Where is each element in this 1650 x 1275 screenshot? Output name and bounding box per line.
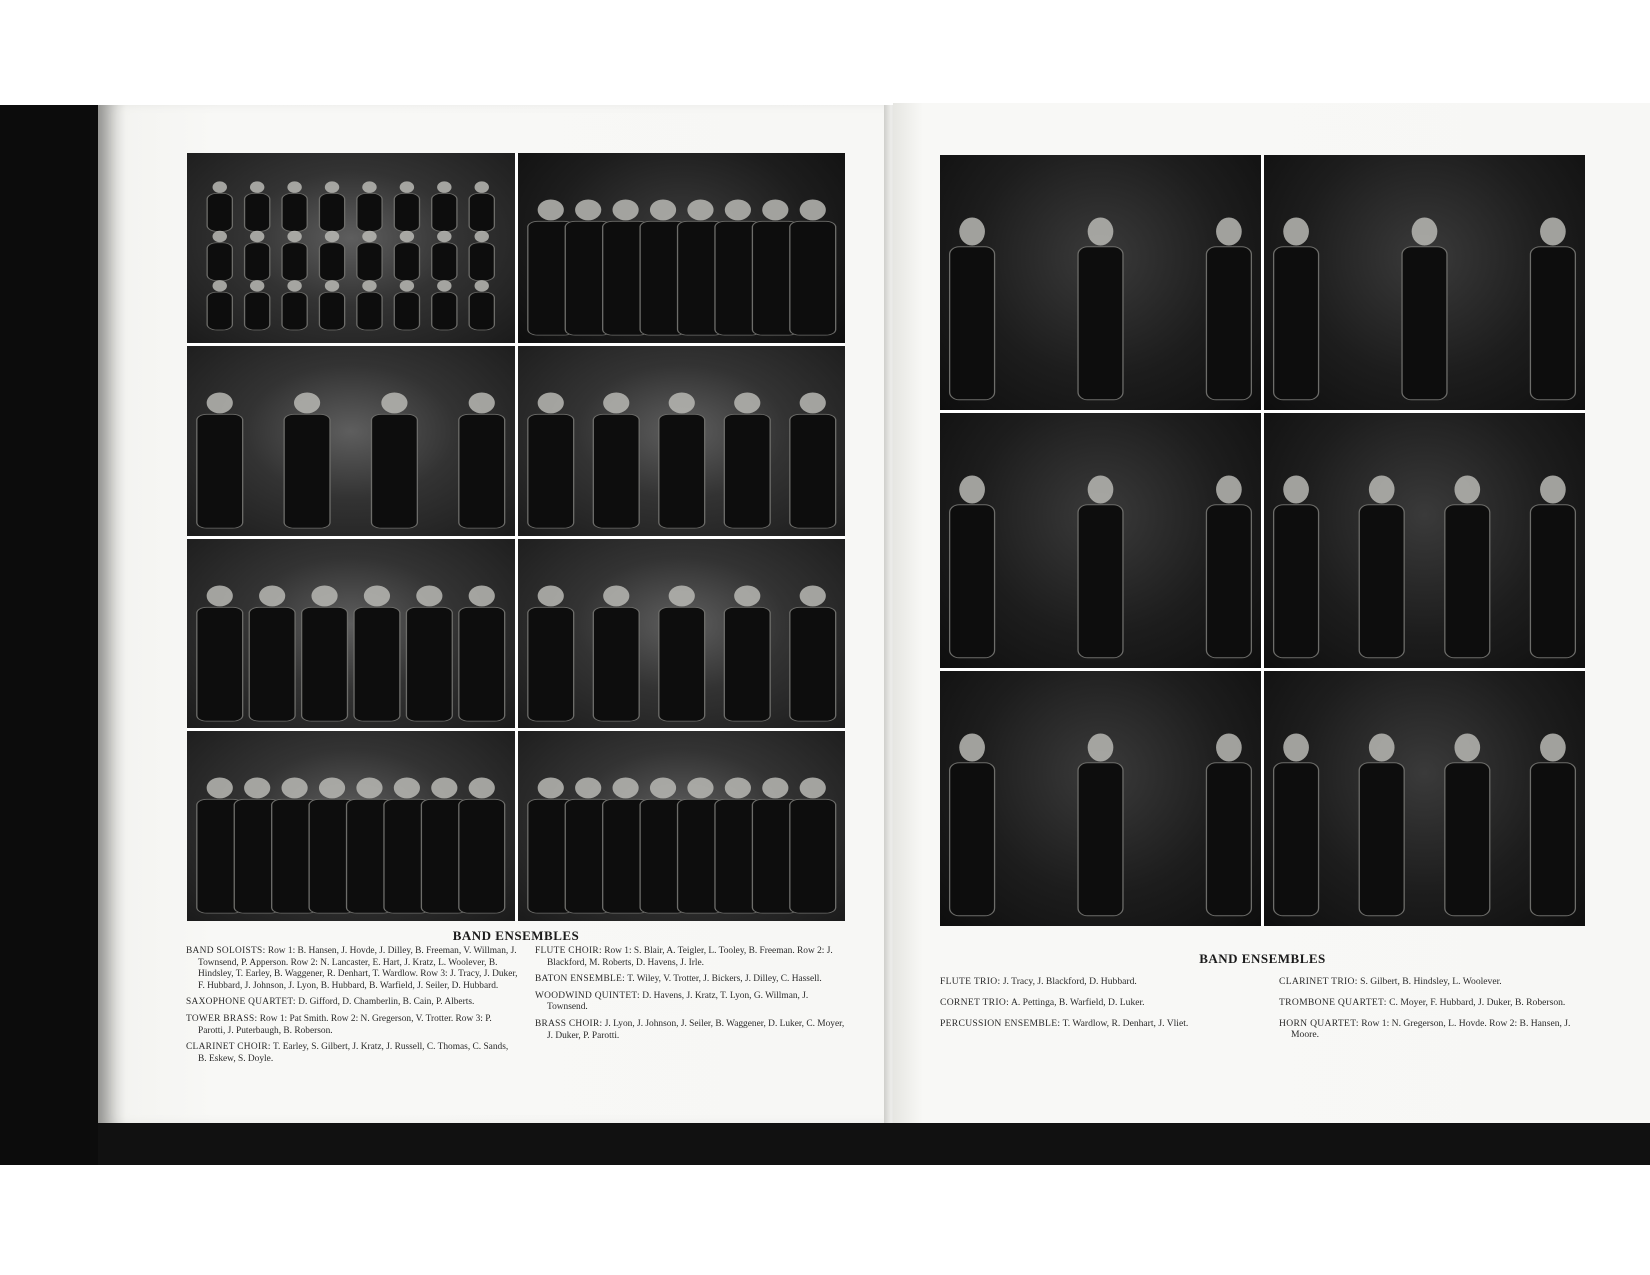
figure-body: [1530, 763, 1575, 916]
figure-body: [357, 193, 382, 231]
figure-body: [394, 243, 419, 281]
figure-head: [959, 217, 985, 245]
figure-body: [724, 607, 770, 721]
caption-tower-brass: TOWER BRASS: Row 1: Pat Smith. Row 2: N. Gregerson, V. Trotter. Row 3: P. Parotti, J. Puterbaugh, B. Roberson.: [186, 1013, 492, 1036]
figure-body: [249, 607, 295, 721]
figure-head: [537, 778, 563, 799]
figure-body: [371, 414, 417, 528]
figure-head: [799, 585, 825, 606]
figure-head: [724, 199, 750, 220]
figure-body: [593, 607, 639, 721]
caption-woodwind-quintet: WOODWIND QUINTET: D. Havens, J. Kratz, T. Lyon, G. Willman, J. Townsend.: [535, 990, 809, 1013]
baton-ensemble-photo: [518, 346, 846, 536]
figure-head: [1369, 475, 1395, 503]
figure-body: [394, 292, 419, 330]
figure-body: [469, 292, 494, 330]
figure-body: [207, 243, 232, 281]
figure-head: [244, 778, 270, 799]
figure-body: [207, 292, 232, 330]
figure-head: [1283, 475, 1309, 503]
figure-head: [469, 778, 495, 799]
figure-head: [287, 280, 301, 291]
figure-head: [1216, 475, 1242, 503]
figure-head: [475, 280, 489, 291]
figure-head: [724, 778, 750, 799]
figure-head: [1283, 733, 1309, 761]
figure-head: [1088, 475, 1114, 503]
caption-saxophone-quartet: SAXOPHONE QUARTET: D. Gifford, D. Chamberlin, B. Cain, P. Alberts.: [186, 997, 475, 1008]
figure-head: [325, 181, 339, 192]
figure-body: [302, 607, 348, 721]
figure-head: [475, 181, 489, 192]
figure-head: [1454, 733, 1480, 761]
figure-body: [1359, 505, 1404, 658]
right-captions-column-2: [1279, 976, 1585, 1050]
figure-body: [245, 193, 270, 231]
figure-body: [1078, 247, 1123, 400]
figure-head: [259, 585, 285, 606]
figure-body: [282, 292, 307, 330]
figure-head: [469, 392, 495, 413]
right-photo-grid: [940, 155, 1585, 926]
figure-body: [197, 607, 243, 721]
horn-quartet-photo: [1264, 671, 1585, 926]
figure-head: [612, 199, 638, 220]
figure-head: [762, 199, 788, 220]
figure-head: [1454, 475, 1480, 503]
figure-body: [950, 247, 995, 400]
band-soloists-photo: [187, 153, 515, 343]
cornet-trio-photo: [940, 413, 1261, 668]
figure-head: [287, 231, 301, 242]
figure-body: [789, 800, 835, 914]
caption-baton-ensemble: BATON ENSEMBLE: T. Wiley, V. Trotter, J. Bickers, J. Dilley, C. Hassell.: [535, 974, 822, 985]
figure-body: [527, 414, 573, 528]
figure-head: [959, 475, 985, 503]
figure-head: [603, 392, 629, 413]
figure-head: [364, 585, 390, 606]
photo-silhouettes: [940, 155, 1261, 410]
figure-head: [207, 585, 233, 606]
caption-clarinet-choir: CLARINET CHOIR: T. Earley, S. Gilbert, J. Kratz, J. Russell, C. Thomas, C. Sands, B. Eskew, S. Doyle.: [186, 1042, 509, 1064]
figure-head: [437, 181, 451, 192]
figure-head: [668, 392, 694, 413]
figure-body: [950, 505, 995, 658]
figure-body: [282, 243, 307, 281]
figure-body: [432, 292, 457, 330]
figure-head: [400, 280, 414, 291]
photo-silhouettes: [1264, 671, 1585, 926]
figure-head: [575, 778, 601, 799]
figure-head: [668, 585, 694, 606]
figure-head: [762, 778, 788, 799]
photo-silhouettes: [187, 153, 515, 343]
caption-flute-trio: FLUTE TRIO: J. Tracy, J. Blackford, D. Hubbard.: [940, 976, 1137, 987]
figure-body: [1206, 763, 1251, 916]
figure-body: [319, 193, 344, 231]
figure-head: [649, 199, 675, 220]
photo-silhouettes: [1264, 413, 1585, 668]
figure-body: [1402, 247, 1447, 400]
figure-body: [593, 414, 639, 528]
figure-head: [416, 585, 442, 606]
figure-head: [207, 778, 233, 799]
figure-head: [734, 585, 760, 606]
figure-body: [469, 193, 494, 231]
figure-head: [537, 392, 563, 413]
right-captions-column-1: [940, 976, 1245, 1038]
figure-head: [649, 778, 675, 799]
figure-body: [950, 763, 995, 916]
figure-body: [658, 414, 704, 528]
figure-body: [319, 243, 344, 281]
figure-body: [724, 414, 770, 528]
figure-head: [356, 778, 382, 799]
figure-head: [325, 231, 339, 242]
figure-body: [432, 193, 457, 231]
caption-band-soloists: BAND SOLOISTS: Row 1: B. Hansen, J. Hovde, J. Dilley, B. Freeman, V. Willman, J. Townsend, P. Apperson. Row 2: N. Lancaster, E. Hart, J. Kratz, L. Woolever, B. Hindsley, T. Earley, B. Waggener, R. Denhart, T. Wardlow. Row 3: J. Tracy, J. Duker, F. Hubbard, J. Johnson, J. Lyon, B. Hubbard, B. Warfield, J. Seiler, D. Hubbard.: [186, 946, 518, 991]
figure-head: [734, 392, 760, 413]
clarinet-trio-photo: [1264, 155, 1585, 410]
figure-body: [789, 607, 835, 721]
figure-body: [354, 607, 400, 721]
figure-head: [1540, 217, 1566, 245]
figure-head: [799, 778, 825, 799]
figure-body: [357, 292, 382, 330]
figure-head: [1540, 733, 1566, 761]
book-spine-shadow: [0, 105, 98, 1165]
left-captions-column-2: [535, 946, 845, 1047]
figure-head: [603, 585, 629, 606]
figure-head: [1216, 217, 1242, 245]
figure-body: [394, 193, 419, 231]
figure-body: [459, 414, 505, 528]
figure-body: [282, 193, 307, 231]
figure-head: [250, 280, 264, 291]
figure-head: [400, 231, 414, 242]
figure-body: [789, 221, 835, 335]
figure-body: [658, 607, 704, 721]
photo-silhouettes: [518, 539, 846, 729]
photo-silhouettes: [187, 539, 515, 729]
figure-body: [245, 292, 270, 330]
figure-body: [1274, 247, 1319, 400]
figure-head: [575, 199, 601, 220]
figure-head: [287, 181, 301, 192]
photo-silhouettes: [187, 346, 515, 536]
figure-body: [459, 607, 505, 721]
figure-body: [197, 414, 243, 528]
caption-percussion-ensemble: PERCUSSION ENSEMBLE: T. Wardlow, R. Denhart, J. Vliet.: [940, 1017, 1189, 1029]
figure-head: [1088, 217, 1114, 245]
figure-body: [789, 414, 835, 528]
figure-head: [213, 181, 227, 192]
photo-silhouettes: [518, 731, 846, 921]
left-captions-column-1: [186, 946, 519, 1070]
figure-head: [319, 778, 345, 799]
figure-body: [469, 243, 494, 281]
photo-silhouettes: [940, 413, 1261, 668]
caption-trombone-quartet: TROMBONE QUARTET: C. Moyer, F. Hubbard, J. Duker, B. Roberson.: [1279, 996, 1566, 1008]
figure-body: [1274, 505, 1319, 658]
right-page-heading: BAND ENSEMBLES: [1199, 951, 1326, 966]
figure-head: [325, 280, 339, 291]
figure-body: [1078, 505, 1123, 658]
figure-head: [362, 181, 376, 192]
caption-cornet-trio: CORNET TRIO: A. Pettinga, B. Warfield, D. Luker.: [940, 996, 1145, 1008]
caption-clarinet-trio: CLARINET TRIO: S. Gilbert, B. Hindsley, L. Woolever.: [1279, 976, 1502, 987]
brass-choir-photo: [518, 731, 846, 921]
photo-silhouettes: [1264, 155, 1585, 410]
clarinet-choir-photo: [187, 731, 515, 921]
figure-head: [475, 231, 489, 242]
figure-head: [362, 280, 376, 291]
percussion-ensemble-photo: [940, 671, 1261, 926]
figure-head: [1369, 733, 1395, 761]
figure-head: [1216, 733, 1242, 761]
caption-brass-choir: BRASS CHOIR: J. Lyon, J. Johnson, J. Seiler, B. Waggener, D. Luker, C. Moyer, J. Duker, P. Parotti.: [535, 1018, 845, 1041]
figure-head: [1540, 475, 1566, 503]
figure-body: [432, 243, 457, 281]
caption-flute-choir: FLUTE CHOIR: Row 1: S. Blair, A. Teigler, L. Tooley, B. Freeman. Row 2: J. Blackford, M. Roberts, D. Havens, J. Irle.: [535, 946, 833, 968]
figure-body: [1078, 763, 1123, 916]
photo-silhouettes: [518, 346, 846, 536]
figure-head: [431, 778, 457, 799]
trombone-quartet-photo: [1264, 413, 1585, 668]
figure-head: [537, 199, 563, 220]
flute-trio-photo: [940, 155, 1261, 410]
figure-body: [245, 243, 270, 281]
figure-head: [381, 392, 407, 413]
figure-head: [394, 778, 420, 799]
figure-body: [406, 607, 452, 721]
left-photo-grid: [187, 153, 845, 921]
figure-body: [284, 414, 330, 528]
figure-head: [400, 181, 414, 192]
figure-body: [207, 193, 232, 231]
caption-horn-quartet: HORN QUARTET: Row 1: N. Gregerson, L. Hovde. Row 2: B. Hansen, J. Moore.: [1279, 1017, 1571, 1041]
figure-head: [687, 199, 713, 220]
figure-body: [1206, 247, 1251, 400]
figure-head: [1412, 217, 1438, 245]
photo-silhouettes: [187, 731, 515, 921]
figure-head: [537, 585, 563, 606]
figure-body: [1359, 763, 1404, 916]
figure-head: [294, 392, 320, 413]
figure-head: [282, 778, 308, 799]
figure-head: [437, 280, 451, 291]
figure-body: [1445, 763, 1490, 916]
figure-body: [1206, 505, 1251, 658]
figure-head: [1088, 733, 1114, 761]
figure-body: [319, 292, 344, 330]
figure-body: [1445, 505, 1490, 658]
figure-head: [799, 392, 825, 413]
figure-body: [357, 243, 382, 281]
figure-head: [362, 231, 376, 242]
figure-head: [469, 585, 495, 606]
figure-body: [1530, 505, 1575, 658]
figure-head: [959, 733, 985, 761]
figure-head: [250, 231, 264, 242]
left-page-heading: BAND ENSEMBLES: [452, 928, 580, 943]
figure-head: [1283, 217, 1309, 245]
figure-head: [799, 199, 825, 220]
figure-head: [250, 181, 264, 192]
figure-body: [1274, 763, 1319, 916]
figure-head: [311, 585, 337, 606]
figure-body: [527, 607, 573, 721]
figure-head: [207, 392, 233, 413]
flute-choir-photo: [518, 153, 846, 343]
figure-body: [1530, 247, 1575, 400]
tower-brass-photo: [187, 539, 515, 729]
photo-silhouettes: [518, 153, 846, 343]
woodwind-quintet-photo: [518, 539, 846, 729]
figure-head: [612, 778, 638, 799]
figure-head: [437, 231, 451, 242]
figure-head: [213, 231, 227, 242]
figure-head: [687, 778, 713, 799]
saxophone-quartet-photo: [187, 346, 515, 536]
photo-silhouettes: [940, 671, 1261, 926]
figure-head: [213, 280, 227, 291]
figure-body: [459, 800, 505, 914]
